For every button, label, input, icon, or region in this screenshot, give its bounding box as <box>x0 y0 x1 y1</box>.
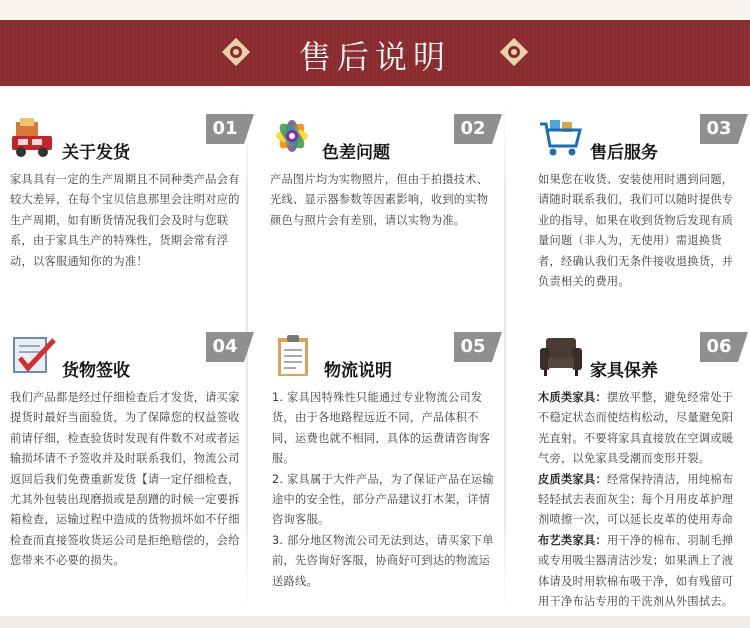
shopping-cart-icon <box>538 114 586 160</box>
truck-icon <box>10 114 58 160</box>
logistics-item: 3. 部分地区物流公司无法到达，请买家下单前，先咨询好客服，协商好可到达的物流运送路线。 <box>272 533 494 588</box>
checkmark-form-icon <box>10 332 58 378</box>
column-divider <box>504 96 506 616</box>
card-title: 色差问题 <box>322 143 390 163</box>
banner <box>0 20 750 86</box>
card-color-difference <box>270 108 496 231</box>
number-badge: 04 <box>206 332 244 362</box>
section-text: 摆放平整，避免经常处于不稳定状态而使结构松动，尽量避免阳光直射。不要将家具直接放在空调或暖气旁，以免家具受潮而变形开裂。 <box>538 391 734 466</box>
card-text: 我们产品都是经过仔细检查后才发货，请买家提货时最好当面验货，为了保障您的权益签收前请仔细，检查验货时发现有件数不对或者运输损坏请不予签收并及时联系我们，物流公司返回后我们免费重新发货【请一定仔细检查，尤其外包装出现磨损或是刮蹭的时候一定要拆箱检查，运输过程中造成的货物损坏如不仔细检查而直接签收货运公司是拒绝赔偿的，会给您带来不必要的损失。 <box>10 391 240 568</box>
section-label: 布艺类家具： <box>538 533 607 547</box>
number-badge: 01 <box>206 114 244 144</box>
card-title: 货物签收 <box>62 361 130 381</box>
card-title: 售后服务 <box>590 143 658 163</box>
section-label: 木质类家具： <box>538 391 607 404</box>
number-badge: 02 <box>454 114 492 144</box>
card-text: 产品图片均为实物照片，但由于拍摄技术、光线、显示器参数等因素影响，收到的实物颜色与照片会有差别，请以实物为准。 <box>270 173 489 227</box>
section-text: 经常保持清洁，用纯棉布轻轻拭去表面灰尘；每个月用皮革护理剂喷擦一次，可以延长皮革的使用寿命 <box>538 472 734 527</box>
ornament-icon <box>500 38 528 66</box>
bottom-strip <box>0 616 750 628</box>
number-badge: 05 <box>454 332 492 362</box>
card-text: 家具具有一定的生产周期且不同种类产品会有较大差异，在每个宝贝信息那里会注明对应的生产周期，如有断货情况我们会及时与您联系，由于家具生产的特殊性，货期会常有浮动，以客服通知你的为准！ <box>10 173 240 268</box>
card-after-sales <box>538 108 742 292</box>
card-title: 关于发货 <box>62 143 130 163</box>
card-logistics <box>272 326 496 592</box>
logistics-item: 2. 家具属于大件产品，为了保证产品在运输途中的安全性，部分产品建议打木架，详情咨询客服。 <box>272 472 494 527</box>
section-text: 用干净的棉布、羽制毛掸或专用吸尘器清洁沙发；如果洒上了液体请及时用软棉布吸干净，如有残留可用干净布沾专用的干洗剂从外围拭去。 <box>538 533 734 609</box>
card-maintenance <box>538 326 742 612</box>
card-receipt <box>10 326 248 572</box>
logistics-item: 1. 家具因特殊性只能通过专业物流公司发货，由于各地路程远近不同，产品体积不同，运费也就不相同，具体的运费请咨询客服。 <box>272 391 491 466</box>
clipboard-icon <box>272 332 320 378</box>
maintenance-fabric <box>538 531 742 613</box>
card-title: 物流说明 <box>324 361 392 381</box>
section-label: 皮质类家具： <box>538 472 607 486</box>
armchair-icon <box>538 332 586 378</box>
card-title: 家具保养 <box>590 361 658 381</box>
number-badge: 06 <box>700 332 738 362</box>
color-wheel-icon <box>270 114 318 160</box>
page-title: 售后说明 <box>298 38 451 76</box>
maintenance-wood <box>538 388 742 470</box>
top-strip <box>0 0 750 20</box>
maintenance-leather <box>538 470 742 531</box>
number-badge: 03 <box>700 114 738 144</box>
card-text: 如果您在收货、安装使用时遇到问题，请随时联系我们，我们可以随时提供专业的指导，如果在收到货物后发现有质量问题（非人为，无使用）需退换货者，经确认我们无条件接收退换货，并负责相关的费用。 <box>538 173 734 289</box>
card-shipping <box>10 108 248 272</box>
